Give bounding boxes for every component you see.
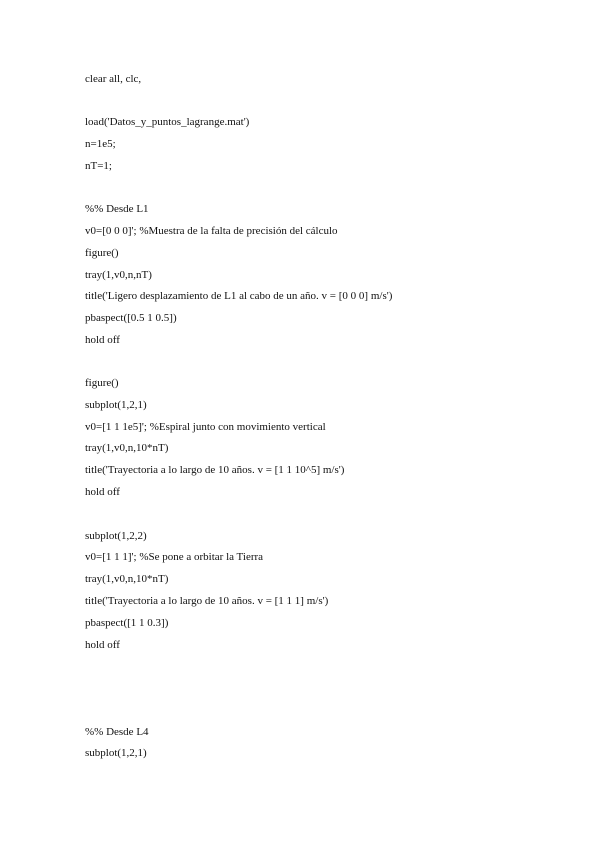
code-line: title('Trayectoria a lo largo de 10 años. v = [1 1 10^5] m/s'): [85, 464, 345, 476]
code-line: v0=[1 1 1e5]'; %Espiral junto con movimiento vertical: [85, 421, 326, 433]
code-line: %% Desde L4: [85, 726, 149, 738]
code-line: load('Datos_y_puntos_lagrange.mat'): [85, 116, 250, 128]
code-line: hold off: [85, 486, 120, 498]
code-line: clear all, clc,: [85, 73, 142, 85]
code-line: figure(): [85, 377, 119, 389]
code-line: pbaspect([0.5 1 0.5]): [85, 312, 177, 324]
code-line: subplot(1,2,1): [85, 747, 147, 759]
code-line: nT=1;: [85, 160, 112, 172]
code-line: tray(1,v0,n,10*nT): [85, 573, 169, 585]
code-line: hold off: [85, 334, 120, 346]
code-line: subplot(1,2,2): [85, 530, 147, 542]
code-line: v0=[1 1 1]'; %Se pone a orbitar la Tierra: [85, 551, 264, 563]
code-line: v0=[0 0 0]'; %Muestra de la falta de precisión del cálculo: [85, 225, 338, 237]
code-line: subplot(1,2,1): [85, 399, 147, 411]
code-line: pbaspect([1 1 0.3]): [85, 617, 169, 629]
code-line: figure(): [85, 247, 119, 259]
code-line: tray(1,v0,n,10*nT): [85, 442, 169, 454]
code-line: title('Trayectoria a lo largo de 10 años. v = [1 1 1] m/s'): [85, 595, 329, 607]
code-line: n=1e5;: [85, 138, 116, 150]
code-line: tray(1,v0,n,nT): [85, 269, 152, 281]
code-line: %% Desde L1: [85, 203, 149, 215]
code-line: title('Ligero desplazamiento de L1 al cabo de un año. v = [0 0 0] m/s'): [85, 290, 393, 302]
code-line: hold off: [85, 639, 120, 651]
